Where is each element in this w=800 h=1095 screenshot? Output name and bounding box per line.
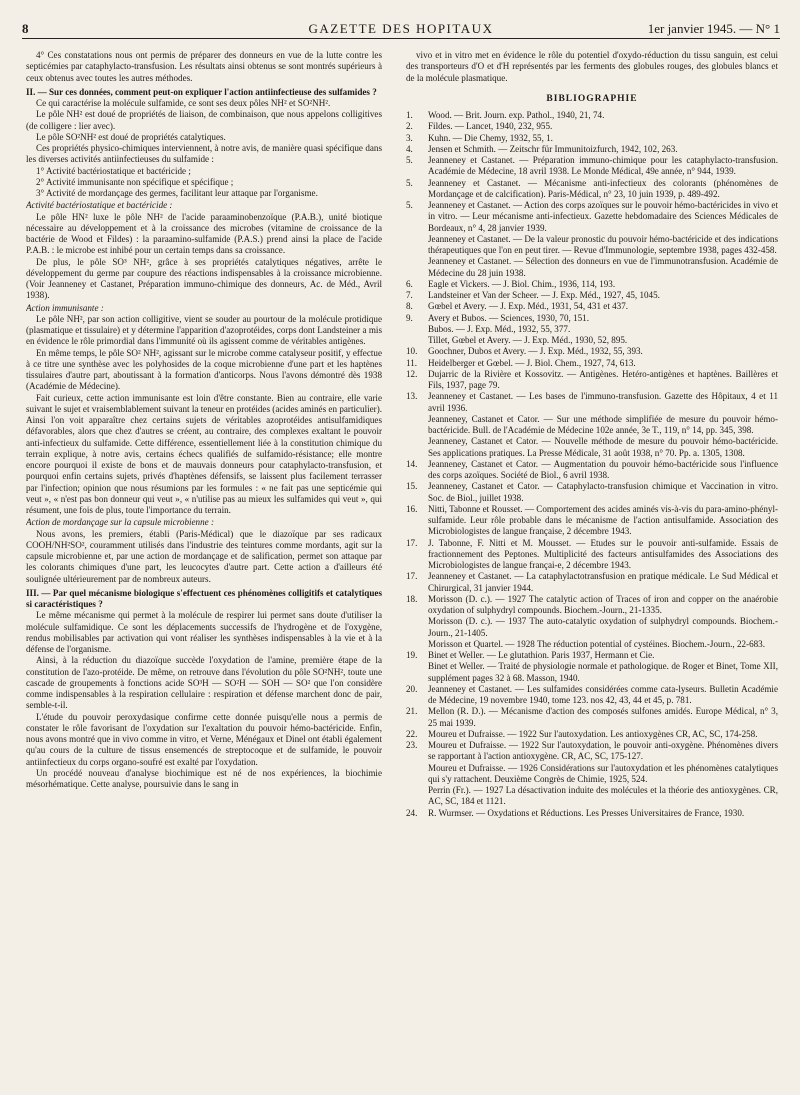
reference-number: 15. — [406, 481, 418, 492]
reference-text: Jeanneney, Castanet et Cator. — Cataphylacto-transfusion chimique et Vaccination in vitro. Soc. de Biol., juillet 1938. — [428, 481, 778, 503]
reference-text: Jeanneney et Castanet. — Les sulfamides considérées comme cata-lyseurs. Bulletin Académie de Médecine, 19 novembre 1940, tome 123. nos 42, 43, 44 et 45, p. 781. — [428, 683, 778, 705]
reference-text: Heidelberger et Gœbel. — J. Biol. Chem., 1927, 74, 613. — [428, 357, 636, 368]
reference-text: Nitti, Tabonne et Rousset. — Comportement des acides aminés vis-à-vis du para-amino-phényl-sulfamide. Leur rôle probable dans le mécanisme de l'action antisulfamide. Association des Microbiologistes de langue française, 2 décembre 1943. — [428, 503, 778, 537]
reference-item — [406, 369, 778, 392]
issue-date: 1er janvier 1945. — N° 1 — [647, 21, 780, 36]
reference-list — [406, 110, 778, 819]
reference-number: 20. — [406, 683, 418, 694]
reference-number: 5. — [406, 155, 413, 165]
reference-item — [406, 133, 778, 144]
reference-item — [406, 414, 778, 437]
reference-text: Tillet, Gœbel et Avery. — J. Exp. Méd., 1930, 52, 895. — [428, 335, 628, 345]
reference-number: 22. — [406, 728, 418, 739]
reference-number: 17. — [406, 571, 418, 582]
reference-text: Moureu et Dufraisse. — 1922 Sur l'autoxydation, le pouvoir anti-oxygène. Phénomènes divers se rapportant à l'action antioxygène. CR, AC, SC, 175-127. — [428, 740, 778, 762]
reference-item — [406, 594, 778, 617]
reference-item — [406, 144, 778, 155]
reference-number: 8. — [406, 301, 413, 312]
reference-text: Landsteiner et Van der Scheer. — J. Exp. Méd., 1927, 45, 1045. — [428, 290, 660, 300]
reference-text: Eagle et Vickers. — J. Biol. Chim., 1936, 114, 193. — [428, 278, 616, 289]
reference-number: 5. — [406, 200, 413, 210]
reference-number: 14. — [406, 458, 418, 469]
reference-number: 11. — [406, 357, 418, 368]
reference-text: Morisson (D. c.). — 1937 The auto-catalytic oxydation of sulphydryl compounds. Biochem.-Journ., 21-1405. — [428, 616, 778, 638]
reference-item — [406, 538, 778, 572]
reference-text: Morisson et Quartel. — 1928 The réduction potential of cystéines. Biochem.-Journ., 22-683. — [428, 638, 765, 649]
reference-text: Gœbel et Avery. — J. Exp. Méd., 1931, 54, 431 et 437. — [428, 301, 629, 312]
reference-text: Jensen et Schmith. — Zeitschr für Immunitoizfurch, 1942, 102, 263. — [428, 143, 678, 154]
paragraph: Le pôle HN² luxe le pôle NH² de l'acide paraaminobenzoïque (P.A.B.), unité biotique nécessaire au développement et à la croissance des microbes (vitamine de croissance de la bactérie de Wood et Fildes) : la paraamino-sulfamide (P.A.S.) prend ainsi la place de l'acide P.A.B. : le microbe est inhibé pour un certain temps dans sa croissance. — [26, 211, 382, 256]
reference-item — [406, 684, 778, 707]
reference-item — [406, 763, 778, 786]
reference-item — [406, 808, 778, 819]
subsection-title: Activité bactériostatique et bactéricide : — [26, 200, 173, 211]
reference-number: 21. — [406, 706, 418, 717]
left-column — [26, 50, 382, 1080]
bibliography-title: BIBLIOGRAPHIE — [546, 93, 638, 104]
reference-item — [406, 346, 778, 357]
reference-item — [406, 155, 778, 178]
reference-number: 9. — [406, 312, 413, 323]
reference-item — [406, 504, 778, 538]
right-intro-paragraph: vivo et in vitro met en évidence le rôle du potentiel d'oxydo-réduction du tissu sanguin, est celui des transporteurs d'O et d'H représentés par les ferments des globules rouges, des globules blancs et de la molécule plasmatique. — [406, 50, 778, 83]
reference-text: Moureu et Dufraisse. — 1922 Sur l'autoxydation. Les antioxygènes CR, AC, SC, 174-258. — [428, 728, 758, 739]
paragraph: 3° Activité de mordançage des germes, facilitant leur attaque par l'organisme. — [36, 188, 318, 198]
reference-item — [406, 324, 778, 335]
reference-text: Binet et Weller. — Traité de physiologie normale et pathologique. de Roger et Binet, Tome XII, supplément pages 32 à 68. Masson, 1940. — [428, 661, 778, 683]
reference-number: 3. — [406, 132, 413, 143]
reference-number: 10. — [406, 346, 418, 357]
reference-item — [406, 436, 778, 459]
page-number: 8 — [22, 21, 29, 36]
reference-text: Jeanneney et Castanet. — Préparation immuno-chimique pour les cataphylacto-transfusion. Académie de Médecine, 18 avril 1938. Le Monde Médical, 49e année, n° 944, 1939. — [428, 155, 778, 177]
reference-item — [406, 110, 778, 121]
reference-text: Moureu et Dufraisse. — 1926 Considérations sur l'autoxydation et les phénomènes catalytiques qui s'y rattachent. Deuxième Congrès de Chimie, 1925, 524. — [428, 762, 778, 784]
paragraph: Ces propriétés physico-chimiques interviennent, à notre avis, de manière quasi spécifique dans les diverses activités antiinfectieuses du sulfamide : — [26, 143, 382, 165]
reference-text: Perrin (Fr.). — 1927 La désactivation induite des molécules et la théorie des antioxygènes. CR, AC, SC, 184 et 1121. — [428, 785, 778, 807]
reference-number: 7. — [406, 290, 413, 300]
reference-item — [406, 639, 778, 650]
subsection-title: Action immunisante : — [26, 302, 104, 313]
reference-text: Jeanneney et Castanet. — Mécanisme anti-infectieux des colorants (phénomènes de Mordançage et de calcification). Paris-Médical, n° 23, 10 juin 1939, p. 489-492. — [428, 177, 778, 199]
reference-text: Morisson (D. c.). — 1927 The catalytic action of Traces of iron and copper on the anaérobie oxydation of sulphydryl compounds. Biochem.-Journ., 21-1335. — [428, 593, 778, 615]
reference-item — [406, 178, 778, 201]
reference-number: 1. — [406, 110, 413, 120]
reference-text: Mellon (R. D.). — Mécanisme d'action des composés sulfones amidés. Europe Médical, n° 3, 25 mai 1939. — [428, 706, 778, 728]
reference-text: R. Wurmser. — Oxydations et Réductions. Les Presses Universitaires de France, 1930. — [428, 807, 745, 818]
reference-number: 12. — [406, 368, 418, 379]
paragraph: De plus, le pôle SO³ NH², grâce à ses propriétés catalytiques négatives, arrête le développement du germe par coupure des réactions indispensables à la croissance microbienne. (Voir Jeanneney et Castanet, Préparation immuno-chimique des donneurs, Ac. de Méd., Avril 1938). — [26, 256, 382, 301]
reference-text: Avery et Bubos. — Sciences, 1930, 70, 151. — [428, 312, 589, 323]
paragraph: Nous avons, les premiers, établi (Paris-Médical) que le diazoïque par ses radicaux COOH/NH²SO², couramment utilisés dans l'industrie des teintures comme mordants, agit sur la capsule microbienne et, par une action de mordançage et de salification, permet son attaque par les colorants chimiques d'une part, les leucocytes d'autre part. Cette action a d'ailleurs été soulignée ultérieurement par de nombreux auteurs. — [26, 528, 382, 584]
subsection-title: Action de mordançage sur la capsule microbienne : — [26, 517, 214, 528]
reference-text: Binet et Weller. — Le glutathion. Paris 1937, Hermann et Cie. — [428, 650, 655, 660]
reference-item — [406, 729, 778, 740]
paragraph: 4° Ces constatations nous ont permis de préparer des donneurs en vue de la lutte contre les septicémies par cataphylacto-transfusion. Les résultats ainsi obtenus se sont montrés supérieurs à ceux obtenus avec toutes les autres méthodes. — [26, 50, 382, 83]
reference-text: Jeanneney et Castanet. — Sélection des donneurs en vue de l'immunotransfusion. Académie de Médecine du 28 juin 1938. — [428, 256, 778, 278]
reference-item — [406, 650, 778, 661]
paragraph: 1° Activité bactériostatique et bactéricide ; — [36, 165, 191, 176]
reference-number: 24. — [406, 807, 418, 818]
right-column — [406, 50, 778, 1080]
section-heading: III. — Par quel mécanisme biologique s'effectuent ces phénomènes colligitifs et catalytiques si caractéristiques ? — [26, 587, 382, 609]
reference-text: Dujarric de la Rivière et Kossovitz. — Antigènes. Hetéro-antigènes et haptènes. Baillères et Fils, 1937, page 79. — [428, 368, 778, 390]
reference-text: Bubos. — J. Exp. Méd., 1932, 55, 377. — [428, 323, 571, 334]
paragraph: Un procédé nouveau d'analyse biochimique est né de nos expériences, la biochimie mésorhématique. Cette analyse, poursuivie dans le sang in — [26, 767, 382, 789]
reference-item — [406, 616, 778, 639]
reference-text: Jeanneney, Castanet et Cator. — Nouvelle méthode de mesure du pouvoir hémo-bactéricide. Ses applications pratiques. La Presse Médicale, 31 août 1938, n° 70. Pp. a. 1305, 1308. — [428, 436, 778, 458]
reference-text: Goochner, Dubos et Avery. — J. Exp. Méd., 1932, 55, 393. — [428, 346, 643, 357]
reference-item — [406, 256, 778, 279]
reference-number: 5. — [406, 177, 413, 188]
reference-number: 16. — [406, 503, 418, 514]
reference-item — [406, 335, 778, 346]
reference-number: 18. — [406, 593, 418, 604]
reference-text: Wood. — Brit. Journ. exp. Pathol., 1940, 21, 74. — [428, 110, 605, 120]
reference-item — [406, 459, 778, 482]
paragraph: L'étude du pouvoir peroxydasique confirme cette donnée puisqu'elle nous a permis de constater le rôle favorisant de l'oxydation sur l'exaltation du pouvoir hémo-bactéricide. Enfin, nous avons montré que in vivo comme in vitro, et Verne, Ménégaux et Dinel ont établi également qu'au cours de la culture de tissus ensemencés de streptocoque et de sulfamide, le pouvoir antiinfectieux du corps organo-soufré est exalté par l'oxydation. — [26, 711, 382, 767]
reference-text: Jeanneney et Castanet. — Les bases de l'immuno-transfusion. Gazette des Hôpitaux, 4 et 11 avril 1936. — [428, 391, 778, 413]
reference-item — [406, 313, 778, 324]
reference-text: Jeanneney et Castanet. — Action des corps azoïques sur le pouvoir hémo-bactéricides in vivo et in vitro. — Leur mécanisme anti-infectieux. Gazette hebdomadaire des Sciences Médicales de Bordeaux, n° 4, 28 janvier 1939. — [428, 200, 778, 233]
reference-item — [406, 481, 778, 504]
journal-title: GAZETTE DES HOPITAUX — [308, 21, 494, 36]
reference-text: Fildes. — Lancet, 1940, 232, 955. — [428, 121, 553, 132]
reference-item — [406, 571, 778, 594]
reference-number: 17. — [406, 537, 418, 548]
reference-number: 13. — [406, 391, 418, 402]
paragraph: En même temps, le pôle SO² NH², agissant sur le microbe comme catalyseur positif, y effectue à ce titre une synthèse avec les polyhosides de la coque microbienne d'une part et les haptènes tissulaires d'autre part, aboutissant à la formation d'anticorps. Nous l'avons démontré dès 1938 (Académie de Médecine). — [26, 347, 382, 392]
reference-item — [406, 121, 778, 132]
paragraph: Fait curieux, cette action immunisante est loin d'être constante. Bien au contraire, elle varie suivant le sujet et vraisemblablement suivant la teneur en protéides (acides aminés en particulier). Ainsi l'on voit apparaître chez certains sujets de véritables azoprotéides antisulfamidiques défavorables, alors que chez d'autres se créent, au contraire, des complexes exaltant le pouvoir anti-infectieux du sulfamide. Cette différence, essentiellement liée à la constitution chimique du terrain explique, à notre avis, certains échecs qualifiés de sulfamido-résistance; elle montre encore pourquoi il existe de bons et de mauvais donneurs pour cataphylacto-transfusion, et pourquoi enfin certains sujets, privés d'haptènes défensifs, se laissent plus facilement terrasser par l'infection; opinion que nous résumions par les formules : « ne fait pas une septicémie qui veut », « n'est pas bon donneur qui veut », « n'utilise pas au mieux les sulfamides qui veut », qui résument, une fois de plus, toute l'importance du terrain. — [26, 392, 382, 515]
reference-text: Jeanneney et Castanet. — De la valeur pronostic du pouvoir hémo-bactéricide et des indications thérapeutiques que l'on en peut tirer. — Revue d'Immunologie, septembre 1938, pages 432-458. — [428, 233, 778, 255]
reference-item — [406, 301, 778, 312]
paragraph: Le pôle SO²NH² est doué de propriétés catalytiques. — [36, 131, 226, 142]
paragraph: Le même mécanisme qui permet à la molécule de respirer lui permet sans doute d'utiliser la molécule sulfamidique. Ce sont les déplacements successifs de l'hydrogène et de l'oxygène, rendus mobilisables par activation qui vont réaliser les synthèses indispensables à la vie et à la défense de l'organisme. — [26, 610, 382, 654]
reference-item — [406, 234, 778, 257]
reference-text: Jeanneney et Castanet. — La cataphylactotransfusion en pratique médicale. Le Sud Médical et Chirurgical, 31 janvier 1944. — [428, 571, 778, 593]
reference-item — [406, 706, 778, 729]
section-heading: II. — Sur ces données, comment peut-on expliquer l'action antiinfectieuse des sulfamides ? — [26, 86, 377, 97]
paragraph: Le pôle NH² est doué de propriétés de liaison, de combinaison, que nous appelons colligitives (de colligere : lier avec). — [26, 109, 382, 131]
paragraph: Ainsi, à la réduction du diazoïque succède l'oxydation de l'amine, première étape de la constitution de l'azo-protéide. De même, on retrouve dans l'évolution du pôle SO²NH², toute une cascade de groupements à fonctions acide SO³H — SO²H — SOH — SO² que l'on considère comme indispensables à la respiration cellulaire : respiration et défense marchent donc de pair, semble-t-il. — [26, 655, 382, 711]
reference-item — [406, 661, 778, 684]
reference-number: 19. — [406, 650, 418, 660]
reference-number: 4. — [406, 143, 413, 154]
reference-item — [406, 279, 778, 290]
reference-text: J. Tabonne, F. Nitti et M. Mousset. — Etudes sur le pouvoir anti-sulfamide. Essais de fractionnement des Peptones. Multiplicité des facteurs antisulfamides des Associations des Microbiologistes de langue françai-e, 2 décembre 1943. — [428, 537, 778, 570]
reference-text: Jeanneney, Castanet et Cator. — Augmentation du pouvoir hémo-bactéricide sous l'influence des corps azoïques. Société de Biol., 6 avril 1938. — [428, 458, 778, 480]
paragraph: Ce qui caractérise la molécule sulfamide, ce sont ses deux pôles NH² et SO²NH². — [36, 98, 331, 108]
paragraph: Le pôle NH², par son action colligitive, vient se souder au pourtour de la molécule protidique (plasmatique et tissulaire) et y détermine l'apparition d'azoprotéides, corps dont Landsteiner a mis en évidence le rôle primordial dans l'immunité où ils agissent comme de véritables antigènes. — [26, 313, 382, 347]
reference-text: Jeanneney, Castanet et Cator. — Sur une méthode simplifiée de mesure du pouvoir hémo-bactéricide. Bull. de l'Académie de Médecine 102e année, 3e T., 119, n° 14, pp. 345, 398. — [428, 413, 778, 435]
reference-number: 6. — [406, 278, 413, 289]
reference-number: 2. — [406, 121, 413, 132]
reference-number: 23. — [406, 740, 418, 750]
reference-item — [406, 358, 778, 369]
reference-text: Kuhn. — Die Chemy, 1932, 55, 1. — [428, 132, 553, 143]
reference-item — [406, 785, 778, 808]
reference-item — [406, 391, 778, 414]
page-header — [22, 20, 780, 39]
reference-item — [406, 290, 778, 301]
paragraph: 2° Activité immunisante non spécifique et spécifique ; — [36, 176, 234, 187]
reference-item — [406, 200, 778, 234]
reference-item — [406, 740, 778, 763]
